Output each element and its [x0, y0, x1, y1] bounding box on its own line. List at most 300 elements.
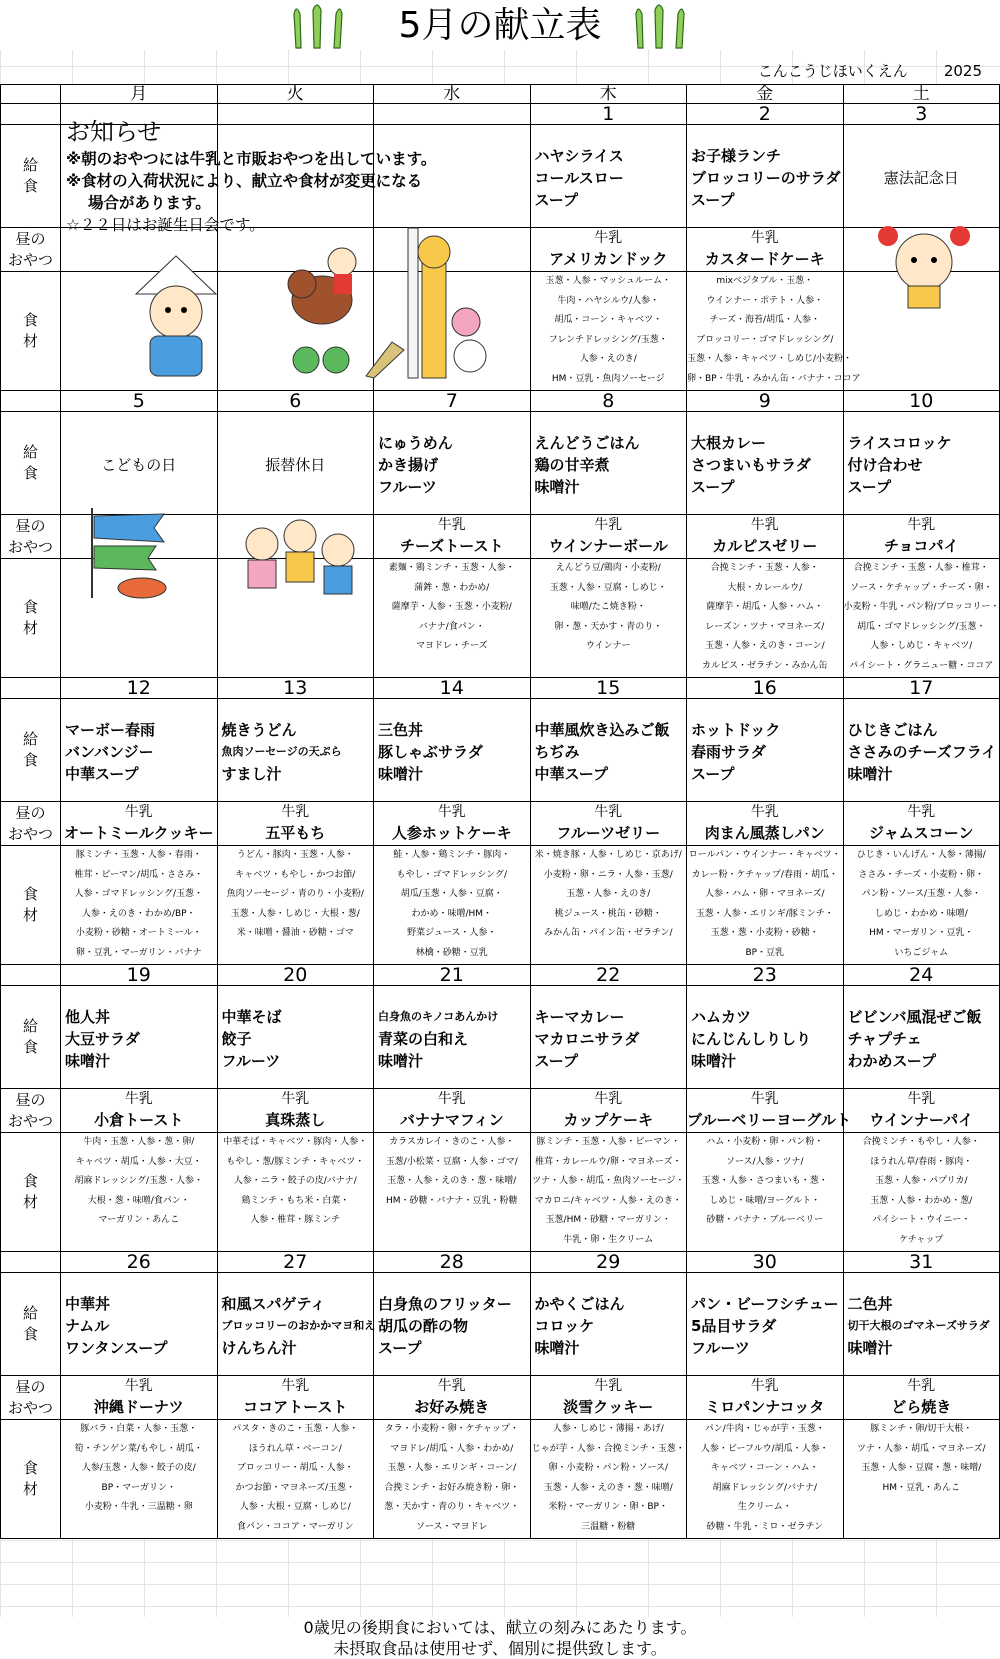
- child-samurai-helmet-illustration: [128, 254, 224, 382]
- lunch-item: スープ: [534, 1052, 579, 1070]
- date-row: [1, 965, 1000, 986]
- ingredients-cell: [687, 559, 844, 678]
- ingredient-line: 玉葱・人参・エリンギ/豚ミンチ・: [695, 908, 834, 919]
- row-label-snack: 昼の おやつ: [1, 228, 61, 272]
- ingredient-line: 鮭・人参・鶏ミンチ・豚肉・: [393, 850, 511, 860]
- children-playing-illustration: [234, 514, 364, 600]
- lunch-item: にんじんしりしり: [691, 1030, 812, 1048]
- ingredient-line: 人参・大根・豆腐・しめじ/: [239, 1502, 351, 1513]
- notice-line: ※朝のおやつには牛乳と市販おやつを出しています。: [66, 150, 437, 168]
- snack-name: 五平もち: [265, 824, 326, 842]
- date-number: 9: [687, 391, 844, 412]
- notice-line: ※食材の入荷状況により、献立や食材が変更になる: [66, 172, 423, 190]
- weekday-header: 木: [530, 85, 687, 104]
- ingredient-line: 玉葱・人参・マッシュルーム・: [545, 276, 671, 286]
- ingredient-line: 玉葱・人参・えのき・葱・味噌/: [387, 1176, 517, 1187]
- lunch-item: お子様ランチ: [691, 147, 782, 165]
- date-number: 30: [687, 1252, 844, 1273]
- row-label-lunch: 給 食: [1, 1273, 61, 1376]
- date-row: [1, 1252, 1000, 1273]
- date-number: 24: [843, 965, 1000, 986]
- lunch-cell: [687, 986, 844, 1089]
- date-number: 26: [61, 1252, 218, 1273]
- ingredient-line: パスタ・きのこ・玉葱・人参・: [232, 1424, 359, 1434]
- lunch-item: コロッケ: [534, 1317, 595, 1335]
- ingredient-line: 合挽ミンチ・もやし・人参・: [862, 1137, 980, 1147]
- ingredient-line: 豚ミンチ・卵/切干大根・: [870, 1424, 973, 1434]
- ingredient-line: 中華そば・キャベツ・豚肉・人参・: [223, 1137, 368, 1147]
- snack-name: バナナマフィン: [399, 1111, 504, 1129]
- lunch-cell: [217, 1273, 374, 1376]
- snack-name: チョコパイ: [883, 537, 959, 555]
- ingredient-line: 牛乳・卵・生クリーム: [563, 1234, 654, 1245]
- lunch-item: 切干大根のゴマネーズサラダ: [847, 1319, 990, 1332]
- lunch-cell: [61, 986, 218, 1089]
- snack-cell: [374, 802, 531, 846]
- lunch-item: 付け合わせ: [847, 456, 923, 474]
- ingredient-line: ソース・ケチャップ・チーズ・卵・: [850, 582, 993, 593]
- ingredient-line: 玉葱・人参・えのき・葱・味噌/: [543, 1482, 673, 1493]
- snack-name: ブルーベリーヨーグルト: [687, 1111, 851, 1129]
- notice: [66, 116, 436, 236]
- ingredients-cell: [217, 846, 374, 965]
- ingredient-line: 米・焼き豚・人参・しめじ・京あげ/: [534, 850, 682, 860]
- date-row: [1, 391, 1000, 412]
- baby-with-carnations-illustration: [874, 222, 974, 312]
- ingredient-line: かつお節・マヨネーズ/玉葱・: [235, 1482, 356, 1493]
- ingredient-line: 砂糖・バナナ・ブルーベリー: [706, 1215, 824, 1226]
- row-label-lunch: 給 食: [1, 125, 61, 228]
- ingredient-line: もやし・ゴマドレッシング/: [396, 869, 508, 880]
- ingredient-line: 薩摩芋・胡瓜・人参・ハム・: [706, 602, 824, 613]
- lunch-item: チャプチェ: [847, 1030, 922, 1048]
- snack-cell: [687, 1376, 844, 1420]
- lunch-item: ブロッコリーのサラダ: [691, 169, 841, 187]
- ingredient-line: 玉葱・人参・さつまいも・葱・: [701, 1176, 828, 1187]
- ingredient-line: ひじき・いんげん・人参・薄揚/: [856, 850, 986, 860]
- lunch-item: 中華丼: [65, 1295, 111, 1313]
- ingredients-cell: [530, 1420, 687, 1539]
- snack-drink: 牛乳: [907, 804, 936, 820]
- lunch-item: けんちん汁: [221, 1339, 297, 1357]
- weekday-header: 金: [687, 85, 844, 104]
- ingredient-line: 人参・えのき・わかめ/BP・: [81, 908, 196, 919]
- ingredient-line: BP・豆乳: [745, 947, 785, 958]
- ingredient-line: 人参/玉葱・人参・餃子の皮/: [81, 1463, 196, 1474]
- lunch-item: パン・ビーフシチュー: [691, 1295, 839, 1313]
- koinobori-illustration: [86, 506, 186, 600]
- ingredient-line: 玉葱・人参・えのき・コーン/: [704, 641, 825, 652]
- lunch-item: フルーツ: [691, 1339, 750, 1357]
- snack-name: 人参ホットケーキ: [391, 824, 512, 842]
- ingredient-line: 椎茸・ピーマン/胡瓜・ささみ・: [74, 869, 204, 880]
- snack-drink: 牛乳: [124, 1091, 153, 1107]
- row-label-ingredients: 食 材: [1, 846, 61, 965]
- ingredient-line: 人参・ハム・卵・マヨネーズ/: [704, 889, 825, 900]
- ingredient-line: 人参・しめじ・薄揚・あげ/: [552, 1424, 664, 1434]
- lunch-item: 胡瓜の酢の物: [378, 1317, 469, 1335]
- ingredients-cell: [687, 1133, 844, 1252]
- lunch-cell: [217, 412, 374, 515]
- lunch-item: 味噌汁: [534, 478, 580, 496]
- snack-name: アメリカンドック: [549, 250, 668, 268]
- lunch-cell: [61, 412, 218, 515]
- date-number: 10: [843, 391, 1000, 412]
- row-label-spacer: [1, 678, 61, 699]
- snack-name: 肉まん風蒸しパン: [704, 824, 825, 842]
- notice-title: お知らせ: [66, 118, 162, 146]
- ingredients-cell: [843, 846, 1000, 965]
- ingredients-cell: [843, 1133, 1000, 1252]
- row-label-spacer: [1, 391, 61, 412]
- ingredient-line: みかん缶・パイン缶・ゼラチン/: [543, 928, 673, 939]
- snack-drink: 牛乳: [594, 230, 623, 246]
- asparagus-icon: [628, 2, 694, 50]
- ingredient-line: 人参・ニラ・餃子の皮/バナナ/: [233, 1176, 357, 1187]
- lunch-item: 味噌汁: [378, 1052, 424, 1070]
- ingredient-line: ブロッコリー・胡瓜・人参・: [236, 1463, 354, 1474]
- snack-name: ミロパンナコッタ: [705, 1398, 825, 1416]
- ingredient-line: 人参・ゴマドレッシング/玉葱・: [74, 889, 204, 900]
- ingredients-cell: [217, 1420, 374, 1539]
- ingredients-cell: [61, 1133, 218, 1252]
- snack-drink: 牛乳: [594, 1378, 623, 1394]
- lunch-item: スープ: [534, 191, 579, 209]
- ingredient-line: BP・マーガリン・: [101, 1482, 176, 1493]
- row-label-spacer: [1, 1252, 61, 1273]
- lunch-cell: [530, 125, 687, 228]
- date-number: 8: [530, 391, 687, 412]
- snack-drink: 牛乳: [281, 1378, 310, 1394]
- ingredient-line: キャベツ・胡瓜・人参・大豆・: [75, 1156, 202, 1167]
- lunch-item: 味噌汁: [847, 765, 893, 783]
- ingredient-line: 玉葱・人参・豆腐・しめじ・: [549, 582, 667, 593]
- lunch-item: 味噌汁: [847, 1339, 893, 1357]
- snack-cell: [687, 802, 844, 846]
- lunch-item: ライスコロッケ: [847, 434, 952, 452]
- ingredient-line: 牛肉・ハヤシルウ/人参・: [557, 295, 660, 306]
- notice-line: 場合があります。: [88, 194, 211, 212]
- ingredient-line: タラ・小麦粉・卵・ケチャップ・: [384, 1424, 519, 1434]
- ingredient-line: ブロッコリー・ゴマドレッシング/: [696, 334, 834, 345]
- ingredients-cell: [687, 846, 844, 965]
- snack-cell: [374, 515, 531, 559]
- year: 2025: [943, 62, 982, 80]
- snack-name: ジャムスコーン: [869, 824, 974, 842]
- lunch-row: [1, 699, 1000, 802]
- ingredient-line: 合挽ミンチ・玉葱・人参・: [710, 563, 819, 573]
- snack-drink: 牛乳: [594, 804, 623, 820]
- lunch-item: ちぢみ: [534, 743, 580, 761]
- row-label-ingredients: 食 材: [1, 272, 61, 391]
- footer-line: 0歳児の後期食においては、献立の刻みにあたります。: [303, 1618, 697, 1637]
- ingredient-line: 小麦粉・砂糖・オートミール・: [75, 928, 202, 939]
- ingredient-line: ロールパン・ウインナー・キャベツ・: [688, 850, 841, 860]
- footer-line: 未摂取食品は使用せず、個別に提供致します。: [333, 1639, 667, 1658]
- lunch-item: わかめスープ: [847, 1052, 937, 1070]
- ingredient-line: 生クリーム・: [737, 1502, 792, 1513]
- ingredient-line: マカロニ/キャベツ・人参・えのき・: [534, 1195, 682, 1206]
- snack-cell: [530, 1376, 687, 1420]
- date-number: 7: [374, 391, 531, 412]
- ingredient-line: パイシート・ウイニー・: [872, 1215, 971, 1226]
- snack-drink: 牛乳: [124, 1378, 153, 1394]
- date-number: 31: [843, 1252, 1000, 1273]
- snack-drink: 牛乳: [594, 1091, 623, 1107]
- snack-cell: [687, 228, 844, 272]
- ingredient-line: 胡瓜・ゴマドレッシング/玉葱・: [856, 621, 986, 632]
- ingredient-line: ツナ・人参・胡瓜・魚肉ソーセージ・: [532, 1176, 685, 1187]
- ingredient-line: HM・豆乳・あんこ: [882, 1482, 961, 1493]
- ingredient-line: 蒲鉾・葱・わかめ/: [414, 582, 490, 593]
- lunch-item: スープ: [378, 1339, 422, 1357]
- date-number: 29: [530, 1252, 687, 1273]
- lunch-item: ささみのチーズフライ: [847, 743, 997, 761]
- snack-drink: 牛乳: [750, 517, 779, 533]
- weekday-header: 火: [217, 85, 374, 104]
- lunch-item: スープ: [691, 478, 735, 496]
- lunch-cell: [61, 1273, 218, 1376]
- ingredient-line: 玉葱/HM・砂糖・マーガリン・: [545, 1215, 671, 1226]
- ingredient-line: ほうれん草・ベーコン/: [248, 1443, 342, 1454]
- snack-name: フルーツゼリー: [556, 824, 661, 842]
- snack-drink: 牛乳: [750, 230, 779, 246]
- ingredient-line: 豚ミンチ・玉葱・人参・春雨・: [75, 850, 202, 860]
- ingredient-line: キャベツ・コーン・ハム・: [710, 1463, 819, 1474]
- lunch-item: ハヤシライス: [534, 147, 624, 165]
- row-label-ingredients: 食 材: [1, 1133, 61, 1252]
- snack-name: 小倉トースト: [94, 1111, 184, 1129]
- ingredient-line: 筍・チンゲン菜/もやし・胡瓜・: [74, 1443, 203, 1454]
- ingredients-row: [1, 846, 1000, 965]
- lunch-item: 大豆サラダ: [65, 1030, 140, 1048]
- snack-drink: 牛乳: [437, 1091, 466, 1107]
- date-number: 15: [530, 678, 687, 699]
- ingredient-line: ほうれん草/春雨・豚肉・: [870, 1156, 973, 1167]
- lunch-item: ひじきごはん: [847, 721, 938, 739]
- snack-cell: [843, 802, 1000, 846]
- ingredients-cell: [530, 272, 687, 391]
- lunch-item: 中華スープ: [534, 765, 609, 783]
- lunch-cell: [687, 412, 844, 515]
- lunch-cell: [530, 986, 687, 1089]
- school-line: [722, 60, 982, 81]
- ingredient-line: HM・マーガリン・豆乳・: [869, 928, 974, 939]
- date-number: 16: [687, 678, 844, 699]
- footer: [0, 1617, 1000, 1659]
- ingredient-line: ソース/人参・ツナ/: [725, 1156, 804, 1167]
- ingredient-line: 玉葱・人参・わかめ・葱/: [870, 1195, 973, 1206]
- lunch-item: 味噌汁: [378, 765, 424, 783]
- lunch-item: 三色丼: [378, 721, 424, 739]
- ingredient-line: 桃ジュース・桃缶・砂糖・: [554, 908, 662, 919]
- snack-cell: [374, 1089, 531, 1133]
- lunch-item: 二色丼: [847, 1295, 893, 1313]
- lunch-item: 豚しゃぶサラダ: [378, 743, 483, 761]
- ingredient-line: 砂糖・牛乳・ミロ・ゼラチン: [706, 1521, 824, 1532]
- lunch-cell: [217, 986, 374, 1089]
- ingredient-line: 椎茸・カレールウ/卵・マヨネーズ・: [535, 1156, 682, 1167]
- date-number: 14: [374, 678, 531, 699]
- ingredient-line: 素麺・鶏ミンチ・玉葱・人参・: [388, 563, 515, 573]
- snack-cell: [217, 1376, 374, 1420]
- ingredient-line: 小麦粉・牛乳・三温糖・卵: [84, 1502, 193, 1513]
- ingredients-cell: [530, 559, 687, 678]
- ingredient-line: 米・味噌・醤油・砂糖・ゴマ: [236, 928, 354, 939]
- lunch-item: 大根カレー: [691, 434, 767, 452]
- snack-row: [1, 802, 1000, 846]
- ingredient-line: ささみ・チーズ・小麦粉・卵・: [858, 869, 985, 880]
- ingredient-line: ウインナー: [585, 641, 631, 652]
- ingredients-cell: [61, 1420, 218, 1539]
- ingredient-line: ハム・小麦粉・卵・パン粉・: [706, 1137, 824, 1147]
- ingredient-line: ウインナー・ポテト・人参・: [706, 295, 824, 306]
- ingredient-line: 葱・天かす・青のり・キャベツ・: [384, 1502, 520, 1513]
- date-number: 22: [530, 965, 687, 986]
- snack-name: 真珠蒸し: [265, 1111, 326, 1129]
- ingredient-line: カルピス・ゼラチン・みかん缶: [701, 660, 828, 671]
- snack-name: オートミールクッキー: [64, 824, 214, 842]
- ingredient-line: しめじ・味噌/ヨーグルト・: [709, 1195, 821, 1206]
- lunch-item: 白身魚のフリッター: [378, 1295, 512, 1313]
- weekday-header: 月: [61, 85, 218, 104]
- ingredient-line: マーガリン・あんこ: [98, 1215, 180, 1226]
- snack-name: ウインナーパイ: [869, 1111, 974, 1129]
- snack-name: ウインナーボール: [548, 537, 668, 555]
- date-number: 28: [374, 1252, 531, 1273]
- kashiwa-mochi-illustration: [292, 336, 412, 380]
- ingredient-line: キャベツ・もやし・かつお節/: [235, 869, 356, 880]
- ingredient-line: 玉葱・葱・小麦粉・砂糖・: [710, 928, 819, 939]
- lunch-item: ブロッコリーのおかかマヨ和え: [221, 1319, 376, 1332]
- snack-name: チーズトースト: [399, 537, 504, 555]
- snack-cell: [530, 228, 687, 272]
- snack-cell: [530, 802, 687, 846]
- ingredient-line: 玉葱・人参・えのき/: [566, 889, 651, 900]
- date-number: 21: [374, 965, 531, 986]
- lunch-cell: [843, 125, 1000, 228]
- lunch-item: 春雨サラダ: [691, 743, 766, 761]
- lunch-item: 焼きうどん: [221, 721, 297, 739]
- ingredient-line: 胡瓜/玉葱・人参・豆腐・: [400, 889, 503, 900]
- ingredient-line: 合挽ミンチ・お好み焼き粉・卵・: [384, 1482, 520, 1493]
- snack-drink: 牛乳: [907, 1091, 936, 1107]
- lunch-item: 中華そば: [221, 1008, 282, 1026]
- snack-name: ココアトースト: [243, 1398, 348, 1416]
- ingredients-cell: [374, 559, 531, 678]
- snack-drink: 牛乳: [281, 1091, 310, 1107]
- date-number: 3: [843, 104, 1000, 125]
- lunch-item: 他人丼: [65, 1008, 111, 1026]
- snack-name: カスタードケーキ: [704, 250, 825, 268]
- date-number: 17: [843, 678, 1000, 699]
- snack-row: [1, 1089, 1000, 1133]
- lunch-row: [1, 412, 1000, 515]
- ingredient-line: もやし・葱/豚ミンチ・キャベツ・: [226, 1156, 365, 1167]
- ingredient-line: 卵・BP・牛乳・みかん缶・バナナ・ココア: [687, 373, 861, 384]
- ingredient-line: 卵・葱・天かす・青のり・: [554, 621, 663, 632]
- corner-cell: [1, 85, 61, 104]
- row-label-snack: 昼の おやつ: [1, 515, 61, 559]
- snack-name: お好み焼き: [414, 1398, 490, 1416]
- lunch-cell: [374, 699, 531, 802]
- snack-drink: 牛乳: [750, 804, 779, 820]
- ingredient-line: 林檎・砂糖・豆乳: [415, 947, 488, 958]
- ingredient-line: 人参・椎茸・豚ミンチ: [250, 1215, 341, 1226]
- ingredient-line: 胡麻ドレッシング/玉葱・人参・: [74, 1176, 204, 1187]
- ingredient-line: えんどう豆/鶏肉・小麦粉/: [555, 563, 661, 573]
- lunch-item: すまし汁: [221, 765, 282, 783]
- ingredients-cell: [530, 1133, 687, 1252]
- lunch-item: 鶏の甘辛煮: [534, 456, 610, 474]
- row-label-ingredients: 食 材: [1, 1420, 61, 1539]
- ingredient-line: わかめ・味噌/HM・: [411, 908, 493, 919]
- ingredient-line: 玉葱・人参・豆腐・葱・味噌/: [861, 1463, 982, 1474]
- lunch-item: 味噌汁: [691, 1052, 737, 1070]
- snack-name: 淡雪クッキー: [563, 1398, 654, 1416]
- ingredient-line: レーズン・ツナ・マヨネーズ/: [705, 621, 825, 632]
- ingredients-cell: [374, 1420, 531, 1539]
- lunch-item: かき揚げ: [378, 456, 439, 474]
- date-number: 5: [61, 391, 218, 412]
- ingredients-cell: [217, 1133, 374, 1252]
- lunch-cell: [843, 986, 1000, 1089]
- lunch-cell: [530, 699, 687, 802]
- ingredient-line: 人参・しめじ・キャベツ/: [870, 641, 973, 652]
- ingredient-line: 胡瓜・コーン・キャベツ・: [554, 315, 663, 326]
- ingredient-line: 小麦粉・牛乳・パン粉/ブロッコリー・: [843, 602, 1000, 613]
- page-title: 5月の献立表: [398, 5, 602, 46]
- ingredient-line: 野菜ジュース・人参・: [407, 928, 497, 939]
- snack-cell: [843, 1376, 1000, 1420]
- snack-drink: 牛乳: [750, 1091, 779, 1107]
- date-row: [1, 678, 1000, 699]
- ingredient-line: 大根・葱・味噌/食パン・: [87, 1195, 190, 1206]
- lunch-cell: [843, 1273, 1000, 1376]
- ingredient-line: 玉葱/小松菜・豆腐・人参・ゴマ/: [385, 1156, 518, 1167]
- lunch-item: キーマカレー: [534, 1008, 625, 1026]
- snack-name: どら焼き: [891, 1398, 952, 1416]
- school-name: こんこうじほいくえん: [757, 62, 908, 80]
- ingredient-line: マヨドレ/胡瓜・人参・わかめ/: [390, 1443, 514, 1454]
- ingredient-line: HM・砂糖・バナナ・豆乳・粉糖: [385, 1195, 518, 1206]
- lunch-item: 味噌汁: [65, 1052, 111, 1070]
- date-number: 20: [217, 965, 374, 986]
- ingredients-cell: [687, 272, 861, 391]
- snack-drink: 牛乳: [437, 1378, 466, 1394]
- ingredient-line: 豚ミンチ・玉葱・人参・ピーマン・: [536, 1137, 681, 1147]
- ingredient-line: 玉葱・人参・キャベツ・しめじ/小麦粉・: [687, 354, 853, 365]
- ingredient-line: バナナ/食パン・: [418, 621, 485, 632]
- lunch-item: ハムカツ: [691, 1008, 752, 1026]
- ingredient-line: じゃが芋・人参・合挽ミンチ・玉葱・: [531, 1443, 685, 1454]
- lunch-cell: [687, 1273, 844, 1376]
- ingredients-cell: [843, 1420, 1000, 1539]
- snack-drink: 牛乳: [907, 1378, 936, 1394]
- snack-cell: [687, 1089, 851, 1133]
- lunch-item: コールスロー: [534, 169, 624, 187]
- weekday-header: 土: [843, 85, 1000, 104]
- ingredient-line: 胡麻ドレッシング/バナナ/: [712, 1482, 818, 1493]
- ingredient-line: 味噌/たこ焼き粉・: [570, 602, 646, 613]
- row-label-spacer: [1, 965, 61, 986]
- ingredient-line: パン/牛肉・じゃが芋・玉葱・: [704, 1424, 825, 1434]
- lunch-cell: [530, 412, 687, 515]
- ingredient-line: マヨドレ・チーズ: [415, 641, 488, 652]
- lunch-cell: [530, 1273, 687, 1376]
- date-number: 27: [217, 1252, 374, 1273]
- ingredient-line: 玉葱・人参・しめじ・大根・葱/: [230, 908, 360, 919]
